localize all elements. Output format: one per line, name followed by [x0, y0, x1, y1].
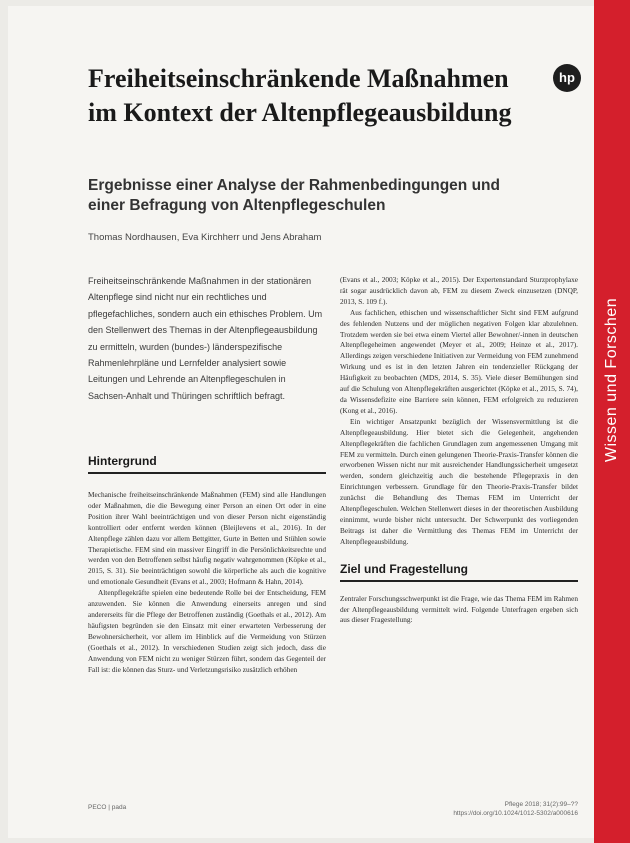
abstract: Freiheitseinschränkende Maßnahmen in der stationären Altenpflege sind nicht nur ein rechtliches und pflegefachliches, sondern auch ein ethisches Problem. Um den Stellenwert des Themas in der Altenpflegeausbildung zu ermitteln, wurden (bundes-) länderspezifische Rahmenlehrpläne und Lernfelder analysiert sowie Leitungen und Lehrende an Altenpflegeschulen in Sachsen-Anhalt und Thüringen schriftlich befragt.: [88, 276, 323, 401]
footer-citation-line: Pflege 2018; 31(2):99–??: [504, 801, 578, 808]
footer-citation: [340, 800, 578, 818]
body-paragraph: Ein wichtiger Ansatzpunkt bezüglich der Wissensvermittlung ist die Altenpflegeausbildung. Hier bietet sich die Gelegenheit, angehenden Altenpflegekräften die fachlichen Grundlagen zum angemessenen Umgang mit FEM zu vermitteln. Durch einen gelungenen Theorie-Praxis-Transfer können die erworbenen Wissen nicht nur mit ausreichender Handlungssicherheit umgesetzt werden, sondern gleichzeitig auch die bestehende Pflegepraxis in den Einrichtungen verbessern. Grundlage für den Theorie-Praxis-Transfer bildet zunächst die Behandlung des Themas FEM im Unterricht der Altenpflegeschulen. Welchen Stellenwert dieses in der theoretischen Ausbildung einnimmt, wurde bisher nicht untersucht. Der Schwerpunkt des vorliegenden Beitrags ist daher die Vermittlung des Themas FEM im Unterricht der Altenpflegeausbildung.: [340, 416, 578, 546]
footer-doi: https://doi.org/10.1024/1012-5302/a000616: [453, 810, 578, 817]
publisher-logo: hp: [553, 64, 581, 92]
section-heading-ziel: Ziel und Fragestellung: [340, 562, 578, 582]
body-paragraph: Aus fachlichen, ethischen und wissenschaftlicher Sicht sind FEM aufgrund des fehlenden Nutzens und der möglichen negativen Folgen klar abzulehnen. Trotzdem werden sie bei etwa einem Viertel aller Bewohner/-innen in deutschen Altenpflegeheimen angewendet (Meyer et al., 2009; Heinze et al., 2017). Allerdings zeigen verschiedene Initiativen zur Vermeidung von FEM zunehmend Wirkung und es ist in den letzten Jahren ein tendenzieller Rückgang der Häufigkeit zu beobachten (MDS, 2014, S. 35). Viele dieser Bemühungen sind auf die Schulung von Altenpflegekräften ausgerichtet (Köpke et al., 2015, S. 74), da Wissensdefizite eine Barriere sein können, FEM erfolgreich zu reduzieren (Kong et al., 2016).: [340, 307, 578, 415]
body-paragraph: Altenpflegekräfte spielen eine bedeutende Rolle bei der Entscheidung, FEM anzuwenden. Sie können die Anwendung einerseits anregen und sind andererseits für die Pflege der Betroffenen zuständig (Goethals et al., 2012). Am häufigsten begründen sie den Einsatz mit einer erwarteten Verbesserung der Bewohnersicherheit, vor allem im Hinblick auf die Vermeidung von Stürzen (Goethals et al., 2012). In verschiedenen Studien zeigt sich jedoch, dass die Anwendung von FEM nicht zu weniger Stürzen führt, sondern das Gegenteil der Fall ist: die können das Sturz- und Verletzungsrisiko zusätzlich erhöhen: [88, 588, 326, 674]
section-heading-hintergrund: Hintergrund: [88, 454, 326, 474]
left-column: [88, 454, 326, 675]
body-paragraph: Mechanische freiheitseinschränkende Maßnahmen (FEM) sind alle Handlungen oder Maßnahmen, die die Bewegung einer Person an einen Ort oder in eine Position ihrer Wahl beeinträchtigen und von dieser Person nicht eigenständig kontrolliert oder entfernt werden können (Bleijlevens et al., 2016). In der Altenpflege zählen dazu vor allem Bettgitter, Gurte in Betten und Stühlen sowie Therapietische. FEM sind ein massiver Eingriff in die Persönlichkeitsrechte und werden von den Betroffenen selbst häufig negativ wahrgenommen (Köpke et al., 2015, S. 31). Sie beeinträchtigen sowohl die körperliche als auch die kognitive und emotionale Gesundheit (Evans et al., 2003; Hofmann & Hahn, 2014).: [88, 490, 326, 587]
footer-publisher: PECO | pada: [88, 804, 127, 811]
side-tab-label: Wissen und Forschen: [603, 297, 620, 463]
author-list: Thomas Nordhausen, Eva Kirchherr und Jens Abraham: [88, 232, 322, 243]
article-title: Freiheitseinschränkende Maßnahmen im Kontext der Altenpflegeausbildung: [88, 64, 512, 127]
article-subtitle: Ergebnisse einer Analyse der Rahmenbedingungen und einer Befragung von Altenpflegeschulen: [88, 177, 500, 214]
body-paragraph: Zentraler Forschungsschwerpunkt ist die Frage, wie das Thema FEM im Rahmen der Altenpflegeausbildung vermittelt wird. Folgende Unterfragen ergeben sich aus dieser Fragestellung:: [340, 593, 578, 625]
right-column: [340, 275, 578, 626]
body-paragraph: (Evans et al., 2003; Köpke et al., 2015). Der Expertenstandard Sturzprophylaxe rät sogar ausdrücklich davon ab, FEM zu diesem Zweck einzusetzen (DNQP, 2013, S. 109 f.).: [340, 275, 578, 306]
